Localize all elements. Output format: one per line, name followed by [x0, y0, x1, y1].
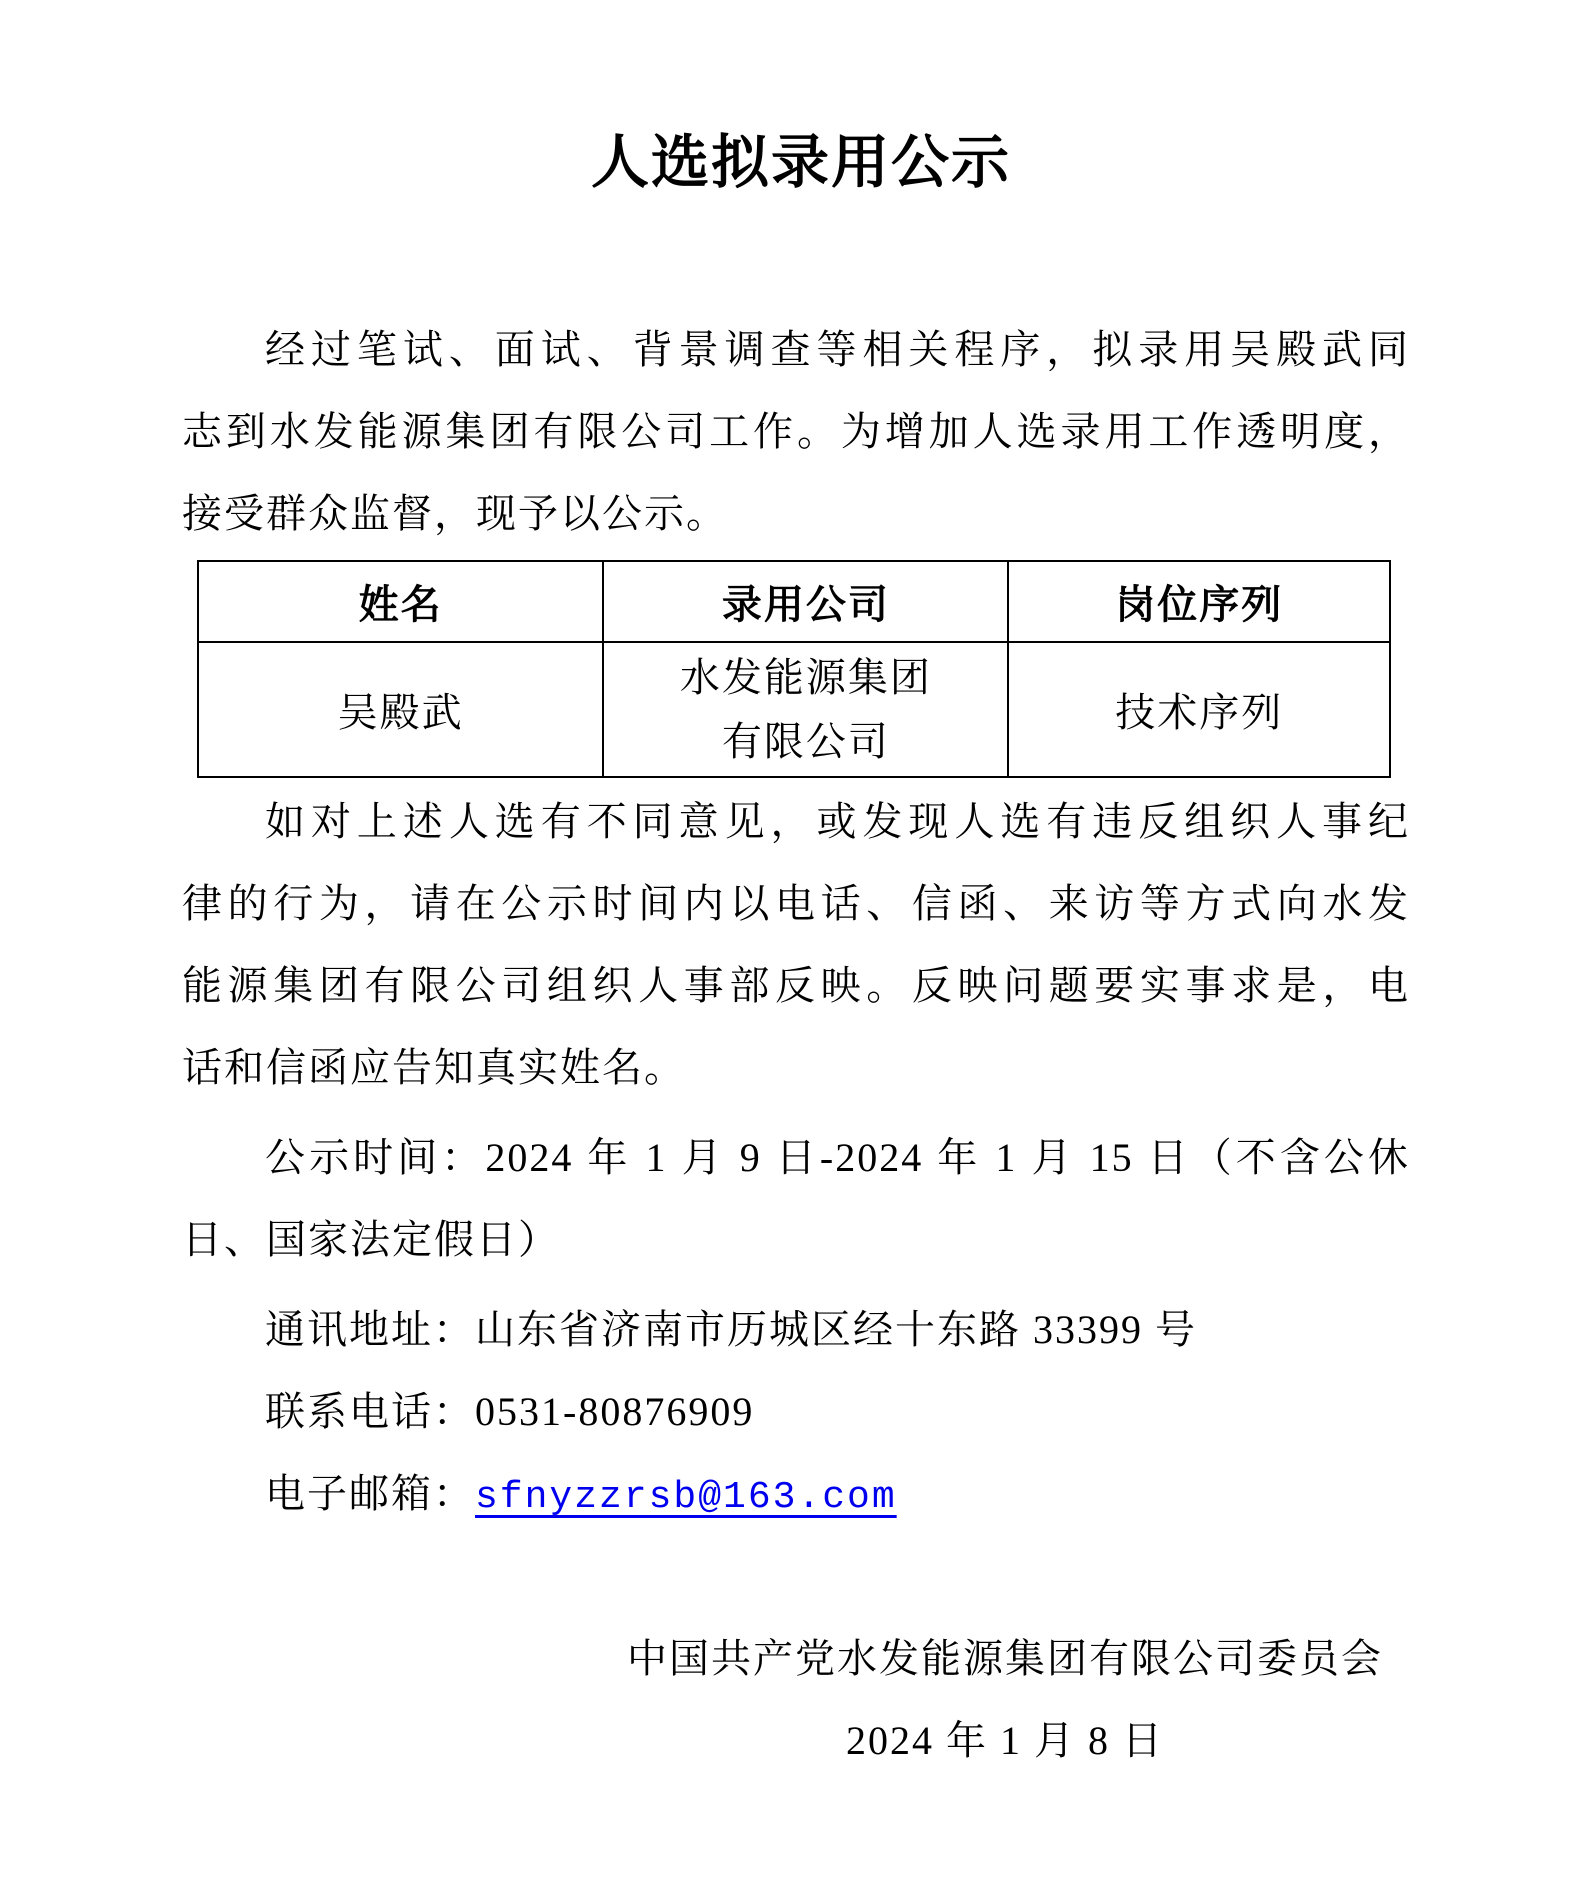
contact-phone-paragraph: [182, 1371, 1410, 1453]
objection-paragraph: [182, 781, 1410, 1109]
contact-email-line: [182, 1453, 1410, 1539]
page-title: 人选拟录用公示: [590, 130, 1011, 195]
text-line: 律的行为，请在公示时间内以电话、信函、来访等方式向水发: [182, 881, 1410, 926]
company-name-line-1: 水发能源集团: [679, 654, 932, 700]
contact-address-paragraph: [182, 1289, 1410, 1371]
cell-position-series: 技术序列: [1008, 642, 1390, 777]
committee-name: 中国共产党水发能源集团有限公司委员会: [627, 1636, 1383, 1681]
text-line: 接受群众监督，现予以公示。: [182, 491, 728, 536]
contact-address-line: 通讯地址：山东省济南市历城区经十东路 33399 号: [265, 1307, 1197, 1352]
publicity-period-paragraph: [182, 1117, 1410, 1281]
contact-email-paragraph: [182, 1453, 1410, 1539]
cell-company: [603, 642, 1008, 777]
email-label: 电子邮箱：: [265, 1471, 475, 1516]
text-line: 公示时间：2024 年 1 月 9 日-2024 年 1 月 15 日（不含公休: [265, 1135, 1410, 1180]
text-line: 如对上述人选有不同意见，或发现人选有违反组织人事纪: [265, 799, 1410, 844]
text-line: 经过笔试、面试、背景调查等相关程序，拟录用吴殿武同: [265, 327, 1410, 372]
text-line: 志到水发能源集团有限公司工作。为增加人选录用工作透明度，: [182, 409, 1410, 454]
table-header-name: 姓名: [198, 561, 603, 642]
table-row: [198, 642, 1390, 777]
email-link[interactable]: sfnyzzrsb@163.com: [475, 1476, 897, 1519]
company-name-line-2: 有限公司: [721, 718, 890, 764]
signature-block: [600, 1618, 1410, 1782]
candidate-table: [197, 560, 1391, 778]
table-header-row: [198, 561, 1390, 642]
intro-paragraph: [182, 309, 1410, 555]
text-line: 能源集团有限公司组织人事部反映。反映问题要实事求是，电: [182, 963, 1410, 1008]
table-header-position: 岗位序列: [1008, 561, 1390, 642]
contact-phone-line: 联系电话：0531-80876909: [265, 1389, 755, 1434]
cell-candidate-name: 吴殿武: [198, 642, 603, 777]
signature-date: 2024 年 1 月 8 日: [846, 1718, 1164, 1763]
text-line: 日、国家法定假日）: [182, 1217, 560, 1262]
table-header-company: 录用公司: [603, 561, 1008, 642]
text-line: 话和信函应告知真实姓名。: [182, 1045, 686, 1090]
